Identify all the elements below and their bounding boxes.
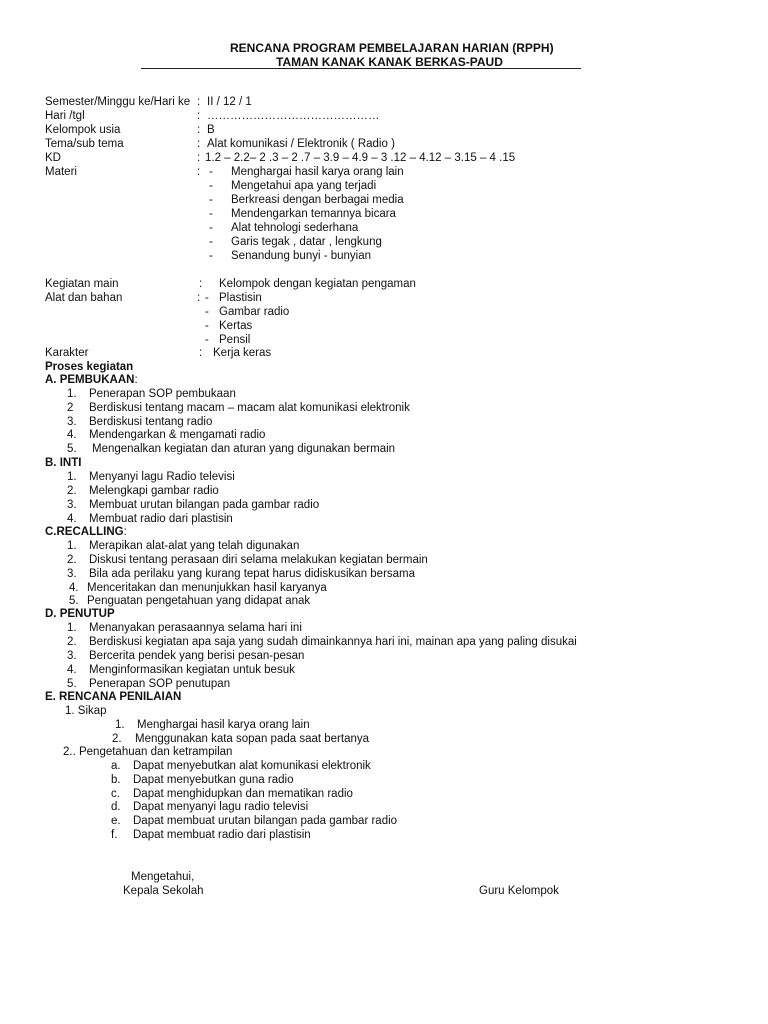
- list-item: Dapat membuat urutan bilangan pada gambar radio: [133, 815, 398, 827]
- item-number: 1.: [67, 471, 77, 483]
- kegiatan-main-label: Kegiatan main: [45, 278, 119, 290]
- item-number: 5.: [67, 678, 77, 690]
- list-item: Menggunakan kata sopan pada saat bertanya: [135, 733, 370, 745]
- list-item: Plastisin: [219, 292, 262, 304]
- item-number: 2: [67, 402, 74, 414]
- list-item: Menginformasikan kegiatan untuk besuk: [89, 664, 295, 676]
- list-item: Gambar radio: [219, 306, 290, 318]
- list-item: Dapat menyanyi lagu radio televisi: [133, 801, 309, 813]
- section-d-heading: D. PENUTUP: [45, 608, 115, 620]
- karakter-label: Karakter: [45, 347, 89, 359]
- list-item: Menanyakan perasaannya selama hari ini: [89, 622, 302, 634]
- list-item: Penguatan pengetahuan yang didapat anak: [87, 595, 311, 607]
- pengetahuan-label: 2.. Pengetahuan dan ketrampilan: [63, 746, 233, 758]
- list-item: Pensil: [219, 334, 251, 346]
- item-number: 1.: [67, 388, 77, 400]
- item-letter: f.: [111, 829, 118, 841]
- list-bullet: -: [205, 306, 209, 318]
- list-item: Merapikan alat-alat yang telah digunakan: [89, 540, 300, 552]
- list-item: Mendengarkan & mengamati radio: [89, 429, 266, 441]
- list-item: Berdiskusi kegiatan apa saja yang sudah dimainkannya hari ini, mainan apa yang paling disukai: [89, 636, 577, 648]
- list-item: Menghargai hasil karya orang lain: [137, 719, 310, 731]
- item-number: 4.: [67, 664, 77, 676]
- list-item: Dapat menyebutkan alat komunikasi elektronik: [133, 760, 371, 772]
- list-item: Mengenalkan kegiatan dan aturan yang digunakan bermain: [92, 443, 396, 455]
- info-label-hari: Hari /tgl: [45, 110, 85, 122]
- document-title: RENCANA PROGRAM PEMBELAJARAN HARIAN (RPPH): [230, 41, 554, 55]
- list-bullet: -: [209, 180, 213, 192]
- list-item: Membuat urutan bilangan pada gambar radio: [89, 499, 320, 511]
- section-title: A. PEMBUKAAN: [45, 374, 135, 386]
- list-item: Dapat menghidupkan dan mematikan radio: [133, 788, 353, 800]
- list-item: Dapat membuat radio dari plastisin: [133, 829, 311, 841]
- list-bullet: -: [205, 334, 209, 346]
- list-item: Menyanyi lagu Radio televisi: [89, 471, 235, 483]
- info-sep: :: [197, 166, 201, 178]
- list-item: Penerapan SOP pembukaan: [89, 388, 236, 400]
- list-item: Senandung bunyi - bunyian: [231, 250, 372, 262]
- info-value-kd: 1.2 – 2.2– 2 .3 – 2 .7 – 3.9 – 4.9 – 3 .12 – 4.12 – 3.15 – 4 .15: [205, 152, 516, 164]
- list-item: Mengetahui apa yang terjadi: [231, 180, 377, 192]
- item-number: 2.: [67, 554, 77, 566]
- item-letter: c.: [111, 788, 120, 800]
- info-value-kelompok: B: [207, 124, 215, 136]
- info-value-tema: Alat komunikasi / Elektronik ( Radio ): [207, 138, 395, 150]
- info-sep: :: [197, 138, 201, 150]
- item-number: 3.: [67, 499, 77, 511]
- alat-bahan-label: Alat dan bahan: [45, 292, 123, 304]
- list-bullet: -: [209, 208, 213, 220]
- list-bullet: -: [209, 166, 213, 178]
- list-item: Berdiskusi tentang macam – macam alat komunikasi elektronik: [89, 402, 410, 414]
- item-number: 2.: [112, 733, 122, 745]
- item-letter: a.: [111, 760, 121, 772]
- list-item: Bila ada perilaku yang kurang tepat harus didiskusikan bersama: [89, 568, 416, 580]
- item-letter: b.: [111, 774, 121, 786]
- list-item: Menceritakan dan menunjukkan hasil karyanya: [87, 582, 327, 594]
- info-sep: :: [199, 347, 203, 359]
- item-number: 3.: [67, 568, 77, 580]
- list-item: Dapat menyebutkan guna radio: [133, 774, 294, 786]
- list-bullet: -: [205, 292, 209, 304]
- info-sep: :: [197, 152, 201, 164]
- section-e-heading: E. RENCANA PENILAIAN: [45, 691, 182, 703]
- list-bullet: -: [209, 250, 213, 262]
- list-item: Garis tegak , datar , lengkung: [231, 236, 382, 248]
- section-colon: :: [134, 374, 138, 386]
- guru-kelompok-label: Guru Kelompok: [479, 885, 559, 897]
- list-item: Kertas: [219, 320, 253, 332]
- item-number: 3.: [67, 416, 77, 428]
- list-item: Berdiskusi tentang radio: [89, 416, 213, 428]
- item-number: 2.: [67, 485, 77, 497]
- list-item: Mendengarkan temannya bicara: [231, 208, 396, 220]
- info-label-tema: Tema/sub tema: [45, 138, 124, 150]
- item-letter: d.: [111, 801, 121, 813]
- info-label-semester: Semester/Minggu ke/Hari ke: [45, 96, 191, 108]
- list-item: Penerapan SOP penutupan: [89, 678, 231, 690]
- list-bullet: -: [209, 236, 213, 248]
- info-sep: :: [197, 110, 201, 122]
- sikap-label: 1. Sikap: [65, 705, 107, 717]
- info-sep: :: [197, 124, 201, 136]
- list-item: Alat tehnologi sederhana: [231, 222, 359, 234]
- info-label-materi: Materi: [45, 166, 77, 178]
- list-bullet: -: [209, 222, 213, 234]
- info-sep: :: [197, 96, 201, 108]
- item-number: 4.: [69, 582, 79, 594]
- item-number: 3.: [67, 650, 77, 662]
- info-sep: :: [199, 278, 203, 290]
- list-item: Membuat radio dari plastisin: [89, 513, 233, 525]
- info-label-kd: KD: [45, 152, 61, 164]
- item-number: 5.: [67, 443, 77, 455]
- info-value-semester: II / 12 / 1: [207, 96, 252, 108]
- item-number: 1.: [115, 719, 125, 731]
- header-divider: [141, 68, 581, 69]
- list-bullet: -: [205, 320, 209, 332]
- kegiatan-main-value: Kelompok dengan kegiatan pengaman: [219, 278, 416, 290]
- item-number: 1.: [67, 622, 77, 634]
- list-item: Diskusi tentang perasaan diri selama melakukan kegiatan bermain: [89, 554, 428, 566]
- section-c-heading: [45, 525, 127, 539]
- item-letter: e.: [111, 815, 121, 827]
- proses-heading: Proses kegiatan: [45, 361, 134, 373]
- school-name: TAMAN KANAK KANAK BERKAS-PAUD: [276, 55, 503, 69]
- list-item: Menghargai hasil karya orang lain: [231, 166, 404, 178]
- item-number: 1.: [67, 540, 77, 552]
- list-item: Melengkapi gambar radio: [89, 485, 219, 497]
- info-label-kelompok: Kelompok usia: [45, 124, 121, 136]
- item-number: 2.: [67, 636, 77, 648]
- item-number: 4.: [67, 429, 77, 441]
- list-bullet: -: [209, 194, 213, 206]
- info-value-hari: ………………………………………: [207, 110, 380, 122]
- kepala-sekolah-label: Kepala Sekolah: [123, 885, 204, 897]
- list-item: Berkreasi dengan berbagai media: [231, 194, 404, 206]
- section-b-heading: B. INTI: [45, 457, 82, 469]
- item-number: 4.: [67, 513, 77, 525]
- section-a-heading: [45, 373, 138, 387]
- section-colon: :: [123, 526, 127, 538]
- item-number: 5.: [69, 595, 79, 607]
- info-sep: :: [197, 292, 201, 304]
- section-title: C.RECALLING: [45, 526, 124, 538]
- list-item: Bercerita pendek yang berisi pesan-pesan: [89, 650, 305, 662]
- karakter-value: Kerja keras: [213, 347, 272, 359]
- mengetahui-text: Mengetahui,: [131, 871, 195, 883]
